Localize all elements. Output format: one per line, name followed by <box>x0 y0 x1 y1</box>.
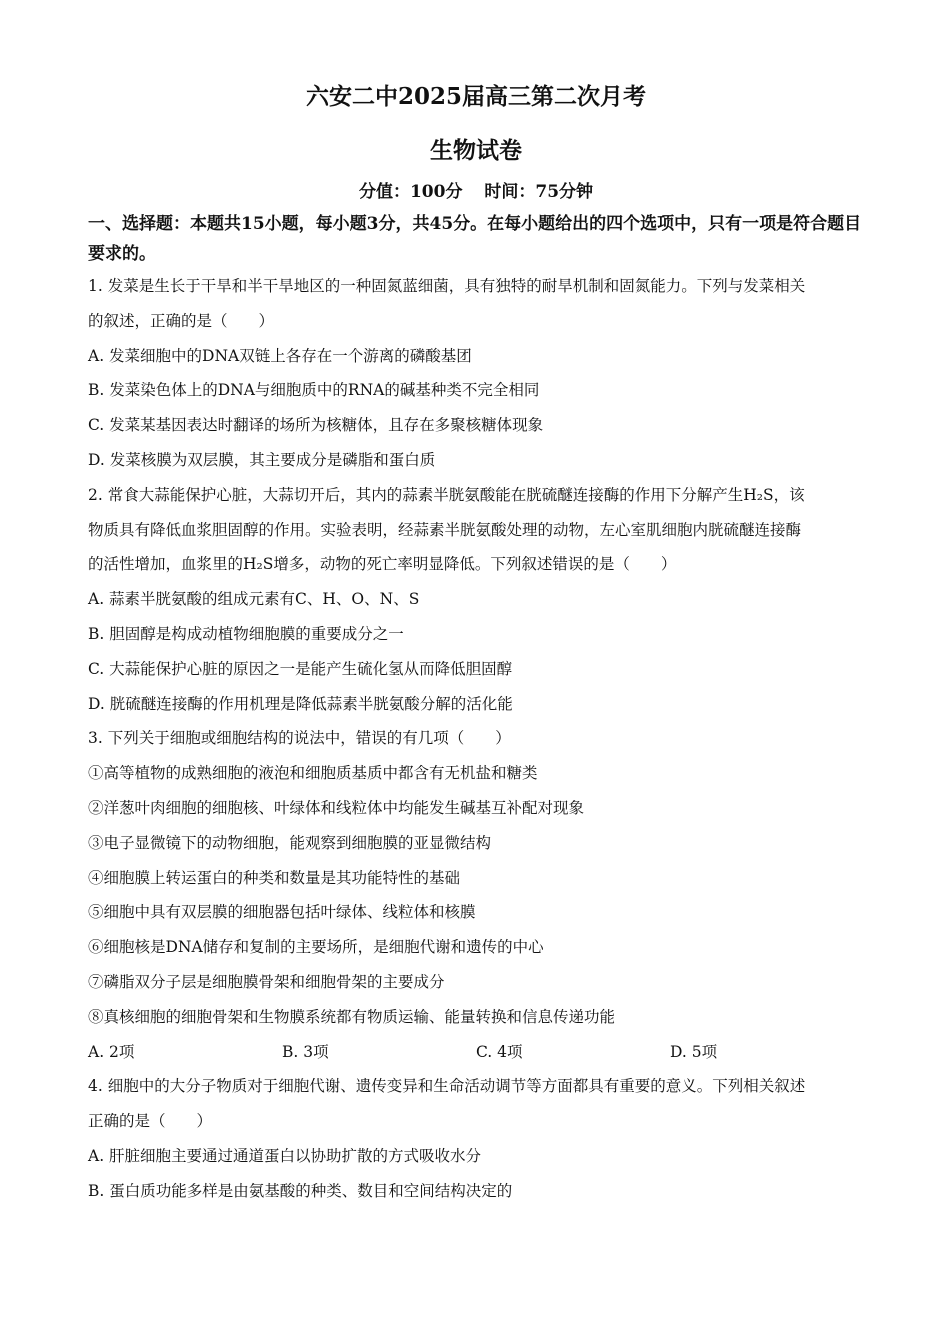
statement-6: ⑥细胞核是DNA储存和复制的主要场所，是细胞代谢和遗传的中心 <box>88 938 544 957</box>
question-stem-line: 4. 细胞中的大分子物质对于细胞代谢、遗传变异和生命活动调节等方面都具有重要的意义。下列相关叙述 <box>88 1077 806 1096</box>
statement-7: ⑦磷脂双分子层是细胞膜骨架和细胞骨架的主要成分 <box>88 972 445 991</box>
question-4 <box>88 1069 864 1208</box>
statement-1: ①高等植物的成熟细胞的液泡和细胞质基质中都含有无机盐和糖类 <box>88 764 538 783</box>
option-a: A. 蒜素半胱氨酸的组成元素有C、H、O、N、S <box>88 590 420 609</box>
statement-4: ④细胞膜上转运蛋白的种类和数量是其功能特性的基础 <box>88 868 461 887</box>
exam-subject: 生物试卷 <box>430 137 522 164</box>
option-c: C. 大蒜能保护心脏的原因之一是能产生硫化氢从而降低胆固醇 <box>88 659 513 678</box>
question-1 <box>88 269 864 478</box>
option-b: B. 3项 <box>282 1042 329 1061</box>
question-stem-line: 3. 下列关于细胞或细胞结构的说法中，错误的有几项（ ） <box>88 729 511 748</box>
option-d: D. 发菜核膜为双层膜，其主要成分是磷脂和蛋白质 <box>88 450 436 469</box>
question-stem-line: 正确的是（ ） <box>88 1112 213 1131</box>
option-b: B. 发菜染色体上的DNA与细胞质中的RNA的碱基种类不完全相同 <box>88 381 540 400</box>
question-stem-line: 物质具有降低血浆胆固醇的作用。实验表明，经蒜素半胱氨酸处理的动物，左心室肌细胞内胱硫醚连接酶 <box>88 520 802 539</box>
question-2 <box>88 478 864 722</box>
score-info: 分值：100分 <box>358 182 463 202</box>
option-b: B. 蛋白质功能多样是由氨基酸的种类、数目和空间结构决定的 <box>88 1181 513 1200</box>
question-3 <box>88 721 864 1069</box>
option-a: A. 2项 <box>88 1042 135 1061</box>
section-heading: 一、选择题：本题共15小题，每小题3分，共45分。在每小题给出的四个选项中，只有一项是符合题目要求的。 <box>88 214 862 264</box>
option-a: A. 发菜细胞中的DNA双链上各存在一个游离的磷酸基团 <box>88 346 472 365</box>
option-b: B. 胆固醇是构成动植物细胞膜的重要成分之一 <box>88 624 404 643</box>
option-a: A. 肝脏细胞主要通过通道蛋白以协助扩散的方式吸收水分 <box>88 1146 482 1165</box>
question-stem-line: 的活性增加，血浆里的H₂S增多，动物的死亡率明显降低。下列叙述错误的是（ ） <box>88 555 677 574</box>
question-stem-line: 的叙述，正确的是（ ） <box>88 311 275 330</box>
option-c: C. 发菜某基因表达时翻译的场所为核糖体，且存在多聚核糖体现象 <box>88 416 544 435</box>
exam-title: 六安二中2025届高三第二次月考 <box>305 83 646 110</box>
options-row <box>88 1035 864 1070</box>
exam-meta <box>88 179 864 205</box>
option-c: C. 4项 <box>476 1042 523 1061</box>
time-info: 时间：75分钟 <box>484 182 594 202</box>
statement-5: ⑤细胞中具有双层膜的细胞器包括叶绿体、线粒体和核膜 <box>88 903 476 922</box>
statement-8: ⑧真核细胞的细胞骨架和生物膜系统都有物质运输、能量转换和信息传递功能 <box>88 1007 616 1026</box>
option-d: D. 5项 <box>670 1042 718 1061</box>
statement-2: ②洋葱叶肉细胞的细胞核、叶绿体和线粒体中均能发生碱基互补配对现象 <box>88 798 585 817</box>
option-d: D. 胱硫醚连接酶的作用机理是降低蒜素半胱氨酸分解的活化能 <box>88 694 513 713</box>
question-stem-line: 2. 常食大蒜能保护心脏，大蒜切开后，其内的蒜素半胱氨酸能在胱硫醚连接酶的作用下分解产生H₂S，该 <box>88 485 805 504</box>
question-stem-line: 1. 发菜是生长于干旱和半干旱地区的一种固氮蓝细菌，具有独特的耐旱机制和固氮能力。下列与发菜相关 <box>88 277 806 295</box>
statement-3: ③电子显微镜下的动物细胞，能观察到细胞膜的亚显微结构 <box>88 833 492 852</box>
